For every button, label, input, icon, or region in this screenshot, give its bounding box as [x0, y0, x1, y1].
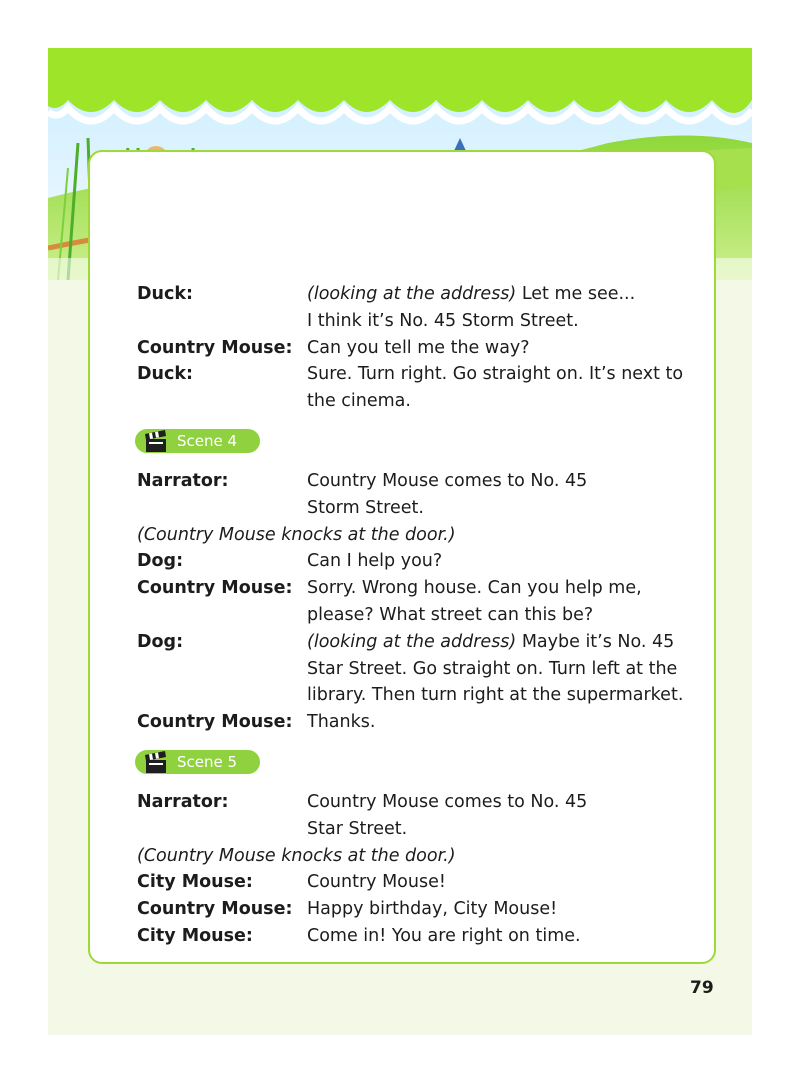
- dialogue-line: [137, 575, 707, 629]
- scene-heading: [137, 415, 707, 468]
- speaker-name: Duck:: [137, 364, 193, 385]
- play-script: [137, 281, 707, 950]
- dialogue-line: [137, 361, 707, 415]
- speech-text: Can you tell me the way?: [307, 337, 530, 358]
- stage-direction: (Country Mouse knocks at the door.): [137, 845, 456, 866]
- speech-text: Come in! You are right on time.: [307, 925, 581, 946]
- stage-direction: (looking at the address): [307, 631, 517, 652]
- speaker-name: Country Mouse:: [137, 337, 293, 358]
- speech-text: (looking at the address) Let me see... I think it’s No. 45 Storm Street.: [307, 284, 636, 331]
- speaker-name: Country Mouse:: [137, 712, 293, 733]
- stage-direction: (Country Mouse knocks at the door.): [137, 524, 456, 545]
- scene-label: Scene 4: [177, 431, 238, 450]
- speech-text: Happy birthday, City Mouse!: [307, 899, 558, 920]
- scene-badge: [135, 750, 260, 774]
- dialogue-line: [137, 281, 707, 335]
- scene-badge: [135, 429, 260, 453]
- clapperboard-icon: [143, 750, 169, 776]
- speaker-name: City Mouse:: [137, 872, 253, 893]
- dialogue-line: [137, 548, 707, 575]
- speaker-name: Dog:: [137, 631, 184, 652]
- speaker-name: Narrator:: [137, 791, 229, 812]
- speech-text: Country Mouse comes to No. 45 Storm Street.: [307, 470, 588, 518]
- speaker-name: Dog:: [137, 551, 184, 572]
- dialogue-line: [137, 629, 707, 709]
- speech-text: (looking at the address) Maybe it’s No. 45 Star Street. Go straight on. Turn left at the library. Then turn right at the supermarket.: [307, 631, 684, 706]
- speaker-name: Country Mouse:: [137, 578, 293, 599]
- dialogue-line: [137, 335, 707, 362]
- speech-text: Sorry. Wrong house. Can you help me, please? What street can this be?: [307, 578, 642, 625]
- dialogue-line: [137, 468, 707, 522]
- stage-direction: (looking at the address): [307, 284, 517, 304]
- dialogue-line: [137, 709, 707, 736]
- speaker-name: Duck:: [137, 284, 193, 304]
- speaker-name: Narrator:: [137, 470, 229, 491]
- speaker-name: Country Mouse:: [137, 899, 293, 920]
- speech-text: Sure. Turn right. Go straight on. It’s next to the cinema.: [307, 364, 684, 412]
- dialogue-line: [137, 869, 707, 896]
- dialogue-line: [137, 896, 707, 923]
- speech-text: Country Mouse!: [307, 872, 446, 893]
- dialogue-line: [137, 789, 707, 843]
- speech-text: Thanks.: [307, 712, 376, 733]
- speech-text: Can I help you?: [307, 551, 443, 572]
- dialogue-line: [137, 923, 707, 950]
- speaker-name: City Mouse:: [137, 925, 253, 946]
- scene-label: Scene 5: [177, 752, 238, 771]
- speech-text: Country Mouse comes to No. 45 Star Street.: [307, 791, 588, 839]
- page-number: 79: [690, 978, 714, 998]
- clapperboard-icon: [143, 429, 169, 455]
- scene-heading: [137, 736, 707, 789]
